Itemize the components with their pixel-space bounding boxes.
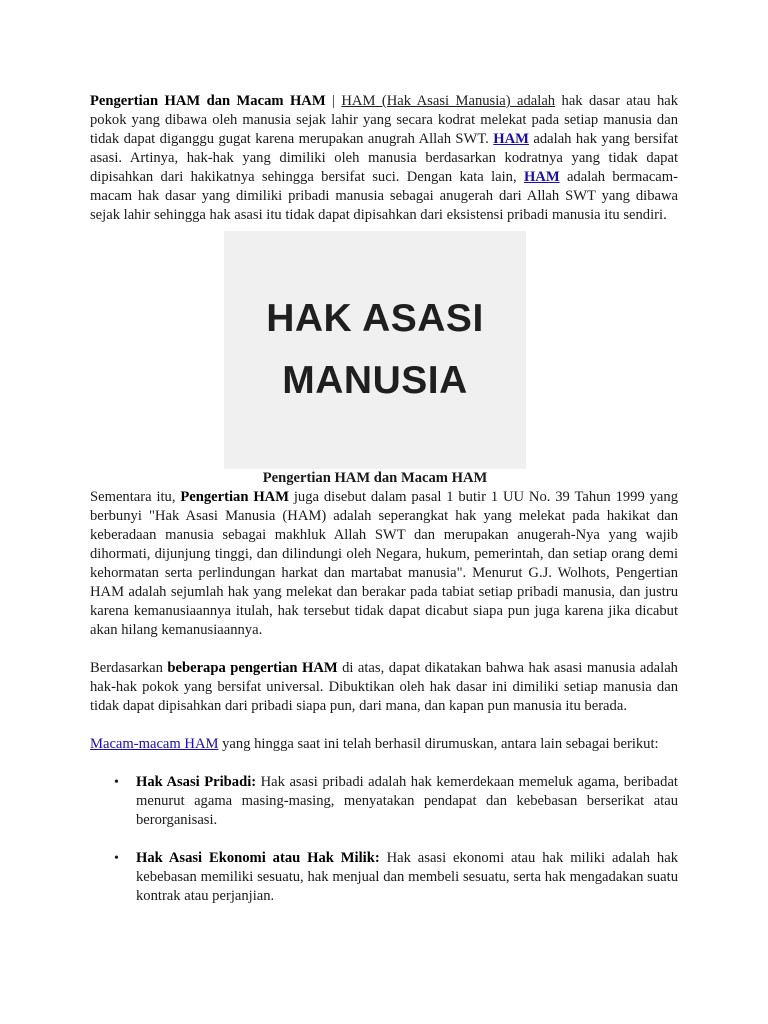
para4-text-1: yang hingga saat ini telah berhasil dirumuskan, antara lain sebagai berikut: xyxy=(218,736,659,752)
ham-link-1[interactable]: HAM xyxy=(493,131,529,147)
paragraph-gap xyxy=(90,640,678,659)
bullet-icon: • xyxy=(114,851,119,866)
paragraph-gap xyxy=(90,716,678,735)
image-text-line-2: MANUSIA xyxy=(282,359,468,402)
list-gap xyxy=(90,830,678,849)
list-item-desc: Hak asasi pribadi adalah hak kemerdekaan memeluk agama, beribadat menurut agama masing-masing, menyatakan pendapat dan kebebasan berserikat atau berorganisasi. xyxy=(136,774,678,828)
types-intro-paragraph xyxy=(90,735,678,754)
para2-bold-term: Pengertian HAM xyxy=(180,489,289,505)
image-text-line-1: HAK ASASI xyxy=(266,297,484,340)
list-item-term: Hak Asasi Pribadi: xyxy=(136,774,257,790)
para3-text-1: Berdasarkan xyxy=(90,660,168,676)
summary-paragraph xyxy=(90,659,678,716)
list-item-hak-ekonomi xyxy=(90,849,678,906)
ham-title-image xyxy=(224,231,526,469)
ham-link-2[interactable]: HAM xyxy=(523,169,560,185)
para3-text-2: di atas, dapat dikatakan bahwa hak asasi manusia adalah hak-hak pokok yang bersifat universal. Dibuktikan oleh hak dasar ini dimiliki setiap manusia dan tidak dapat dipisahkan dari pribadi siapa pun, dari mana, dan kapan pun manusia itu berada. xyxy=(90,660,678,714)
intro-text-3: adalah bermacam-macam hak dasar yang dimiliki pribadi manusia sebagai anugerah dari Allah SWT yang dibawa sejak lahir sehingga hak asasi itu tidak dapat dipisahkan dari eksistensi pribadi manusia itu sendiri. xyxy=(90,169,678,223)
list-item-hak-pribadi xyxy=(90,773,678,830)
para2-text-2: juga disebut dalam pasal 1 butir 1 UU No. 39 Tahun 1999 yang berbunyi "Hak Asasi Manusia (HAM) adalah seperangkat hak yang melekat pada hakikat dan keberadaan manusia sebagai makhluk Allah SWT dan merupakan anugerah-Nya yang wajib dihormati, dijunjung tinggi, dan dilindungi oleh Negara, hukum, pemerintah, dan setiap orang demi kehormatan serta perlindungan harkat dan martabat manusia". Menurut G.J. Wolhots, Pengertian HAM adalah sejumlah hak yang melekat dan berakar pada tabiat setiap pribadi manusia, dan justru karena kemanusiaannya itulah, hak tersebut tidak dapat dicabut siapa pun juga karena jika dicabut akan hilang kemanusiaannya. xyxy=(90,489,678,638)
macam-ham-link[interactable]: Macam-macam HAM xyxy=(90,736,219,752)
list-item-term: Hak Asasi Ekonomi atau Hak Milik: xyxy=(136,850,380,866)
definition-paragraph xyxy=(90,488,678,640)
paragraph-gap xyxy=(90,754,678,773)
intro-separator: | xyxy=(325,93,342,109)
bullet-icon: • xyxy=(114,775,119,790)
para3-bold-term: beberapa pengertian HAM xyxy=(167,660,338,676)
ham-types-list xyxy=(90,773,678,906)
intro-title: Pengertian HAM dan Macam HAM xyxy=(90,93,326,109)
image-caption: Pengertian HAM dan Macam HAM xyxy=(262,470,488,486)
para2-text-1: Sementara itu, xyxy=(90,489,181,505)
intro-text-2: adalah hak yang bersifat asasi. Artinya, hak-hak yang dimiliki oleh manusia berdasarkan kodratnya yang tidak dapat dipisahkan dari hakikatnya sehingga bersifat suci. Dengan kata lain, xyxy=(90,131,679,185)
intro-paragraph xyxy=(90,92,678,225)
intro-text-1: hak dasar atau hak pokok yang dibawa oleh manusia sejak lahir yang secara kodrat melekat pada setiap manusia dan tidak dapat diganggu gugat karena merupakan anugrah Allah SWT. xyxy=(90,93,679,147)
list-item-desc: Hak asasi ekonomi atau hak miliki adalah hak kebebasan memiliki sesuatu, hak menjual dan membeli sesuatu, serta hak mengadakan suatu kontrak atau perjanjian. xyxy=(136,850,678,904)
ham-definition-link[interactable]: HAM (Hak Asasi Manusia) adalah xyxy=(341,93,556,109)
document-body xyxy=(90,92,678,906)
